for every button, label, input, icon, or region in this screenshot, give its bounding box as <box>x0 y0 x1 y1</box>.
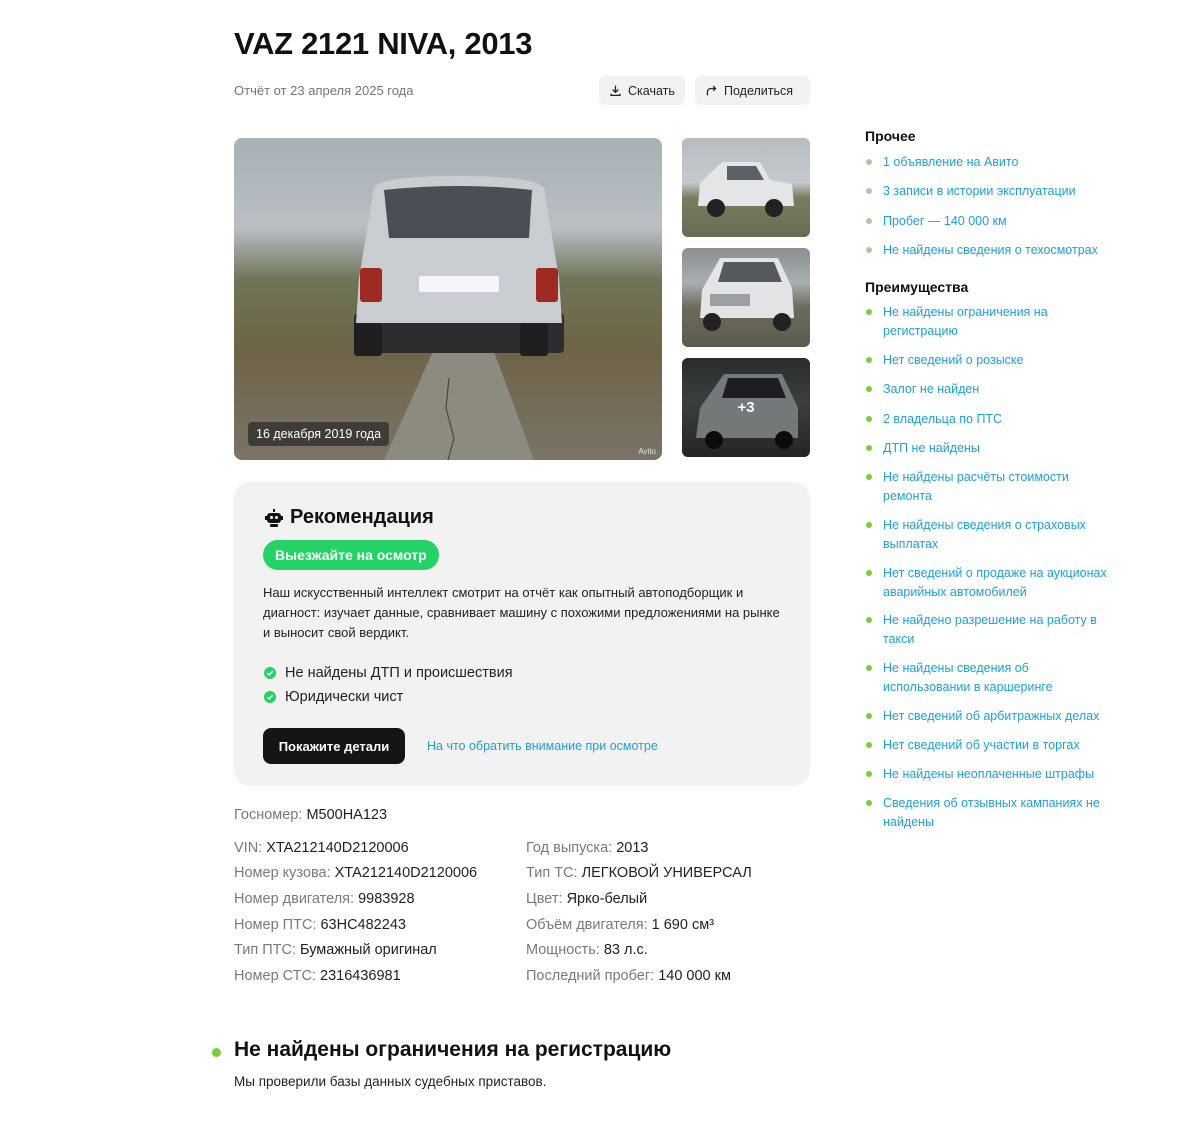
sidebar-item-label: Не найдены сведения об использовании в каршеринге <box>883 661 1053 694</box>
recommendation-heading <box>264 506 434 529</box>
spec-row <box>526 865 752 881</box>
bullet-icon <box>866 522 872 528</box>
check-item <box>264 665 513 681</box>
spec-value: М500НА123 <box>306 807 388 823</box>
spec-value: 83 л.с. <box>603 942 648 958</box>
sidebar-item-fines[interactable] <box>865 765 1135 784</box>
spec-value: XTA212140D2120006 <box>266 840 409 856</box>
spec-label: Номер двигателя: <box>234 891 355 907</box>
spec-row <box>526 968 731 984</box>
bullet-icon <box>866 800 872 806</box>
car-rear-illustration <box>234 138 662 460</box>
check-item <box>264 689 403 705</box>
bullet-icon <box>866 665 872 671</box>
check-icon <box>264 667 276 679</box>
sidebar-item-carsharing[interactable] <box>865 659 1090 697</box>
spec-row <box>526 942 648 958</box>
spec-label: Цвет: <box>526 891 563 907</box>
sidebar-item-accidents[interactable] <box>865 439 1135 458</box>
photo-thumbnail[interactable] <box>682 248 810 347</box>
bullet-icon <box>866 357 872 363</box>
spec-value: ЛЕГКОВОЙ УНИВЕРСАЛ <box>581 865 752 881</box>
sidebar-item-trades[interactable] <box>865 736 1135 755</box>
spec-value: XTA212140D2120006 <box>334 865 478 881</box>
sidebar-item-history[interactable] <box>865 182 1135 201</box>
sidebar-item-label: ДТП не найдены <box>883 441 980 455</box>
spec-label: Год выпуска: <box>526 840 613 856</box>
spec-label: Номер ПТС: <box>234 917 317 933</box>
spec-value: 2316436981 <box>320 968 401 984</box>
recommendation-description: Наш искусственный интеллект смотрит на отчёт как опытный автоподборщик и диагност: изучает данные, сравнивает машину с похожими предложениями на рынке и выносит свой вердикт. <box>263 585 780 640</box>
sidebar-item-label: Не найдены сведения о страховых выплатах <box>883 518 1086 551</box>
sidebar-item-label: 1 объявление на Авито <box>883 155 1019 169</box>
share-button[interactable] <box>695 76 810 105</box>
show-details-button[interactable]: Покажите детали <box>263 728 405 764</box>
bullet-icon <box>866 474 872 480</box>
bullet-icon <box>866 771 872 777</box>
spec-value: Бумажный оригинал <box>300 942 437 958</box>
report-date: Отчёт от 23 апреля 2025 года <box>234 83 414 98</box>
sidebar-item-label: 3 записи в истории эксплуатации <box>883 184 1076 198</box>
spec-row <box>526 891 647 907</box>
sidebar-item-listings[interactable] <box>865 153 1135 172</box>
share-icon <box>705 84 718 97</box>
spec-label: Последний пробег: <box>526 968 655 984</box>
verdict-badge: Выезжайте на осмотр <box>263 540 439 570</box>
spec-row <box>234 917 406 933</box>
recommendation-title: Рекомендация <box>290 506 434 528</box>
sidebar-item-label: Нет сведений о продаже на аукционах аварийных автомобилей <box>883 566 1107 599</box>
robot-icon <box>264 508 284 528</box>
inspection-tips-link[interactable]: На что обратить внимание при осмотре <box>427 739 658 753</box>
spec-label: Объём двигателя: <box>526 917 648 933</box>
bullet-icon <box>866 445 872 451</box>
sidebar-item-insurance[interactable] <box>865 516 1115 554</box>
photo-thumbnail-more[interactable] <box>682 358 810 457</box>
sidebar-item-auctions[interactable] <box>865 564 1135 602</box>
photo-date-badge: 16 декабря 2019 года <box>248 422 389 446</box>
section-description: Мы проверили базы данных судебных приставов. <box>234 1074 547 1089</box>
spec-row <box>234 865 477 881</box>
section-bullet-icon <box>212 1048 221 1057</box>
bullet-icon <box>866 386 872 392</box>
sidebar-advantages-heading: Преимущества <box>865 279 969 295</box>
spec-label: Тип ПТС: <box>234 942 296 958</box>
sidebar-item-label: Нет сведений об участии в торгах <box>883 738 1080 752</box>
car-front-illustration <box>682 248 810 347</box>
spec-value: Ярко-белый <box>566 891 648 907</box>
sidebar-other-heading: Прочее <box>865 128 916 144</box>
bullet-icon <box>866 742 872 748</box>
car-side-illustration <box>682 138 810 237</box>
bullet-icon <box>866 188 872 194</box>
more-photos-count: +3 <box>682 358 810 457</box>
download-label: Скачать <box>628 83 675 98</box>
section-title: Не найдены ограничения на регистрацию <box>234 1038 672 1061</box>
sidebar-item-owners[interactable] <box>865 410 1135 429</box>
sidebar-item-pledge[interactable] <box>865 380 1135 399</box>
bullet-icon <box>866 309 872 315</box>
sidebar-item-inspections[interactable] <box>865 241 1135 260</box>
bullet-icon <box>866 617 872 623</box>
sidebar-item-arbitration[interactable] <box>865 707 1135 726</box>
bullet-icon <box>866 218 872 224</box>
sidebar-item-repairs[interactable] <box>865 468 1095 506</box>
sidebar-item-label: Нет сведений о розыске <box>883 353 1024 367</box>
spec-row <box>234 942 437 958</box>
sidebar-item-recalls[interactable] <box>865 794 1105 832</box>
download-icon <box>609 84 622 97</box>
spec-label: Госномер: <box>234 807 303 823</box>
spec-label: Мощность: <box>526 942 600 958</box>
spec-value: 9983928 <box>358 891 415 907</box>
sidebar-item-label: Не найдены неоплаченные штрафы <box>883 767 1095 781</box>
sidebar-item-wanted[interactable] <box>865 351 1135 370</box>
spec-row <box>526 840 648 856</box>
sidebar-item-registration[interactable] <box>865 303 1055 341</box>
sidebar-item-label: Не найдены ограничения на регистрацию <box>883 305 1048 338</box>
sidebar-item-taxi[interactable] <box>865 611 1105 649</box>
avito-watermark: Avito <box>638 447 656 456</box>
check-label: Не найдены ДТП и происшествия <box>285 665 513 681</box>
bullet-icon <box>866 247 872 253</box>
spec-label: Тип ТС: <box>526 865 578 881</box>
bullet-icon <box>866 416 872 422</box>
spec-row <box>526 917 714 933</box>
spec-row <box>234 891 415 907</box>
photo-thumbnail[interactable] <box>682 138 810 237</box>
page-title: VAZ 2121 NIVA, 2013 <box>234 26 533 61</box>
bullet-icon <box>866 159 872 165</box>
check-label: Юридически чист <box>285 689 404 705</box>
sidebar-item-label: Залог не найден <box>883 382 980 396</box>
spec-value: 63НС482243 <box>320 917 406 933</box>
spec-row <box>234 840 409 856</box>
sidebar-item-label: 2 владельца по ПТС <box>883 412 1003 426</box>
spec-label: Номер СТС: <box>234 968 317 984</box>
sidebar-item-label: Не найдены сведения о техосмотрах <box>883 243 1098 257</box>
sidebar-item-label: Сведения об отзывных кампаниях не найдены <box>883 796 1100 829</box>
spec-row <box>234 968 401 984</box>
recommendation-card <box>234 482 810 786</box>
sidebar-item-label: Не найдены расчёты стоимости ремонта <box>883 470 1069 503</box>
share-label: Поделиться <box>724 83 794 98</box>
main-car-photo[interactable] <box>234 138 662 460</box>
spec-value: 2013 <box>616 840 649 856</box>
spec-value: 1 690 см³ <box>651 917 715 933</box>
spec-label: VIN: <box>234 840 263 856</box>
bullet-icon <box>866 713 872 719</box>
sidebar-item-label: Не найдено разрешение на работу в такси <box>883 613 1097 646</box>
spec-label: Номер кузова: <box>234 865 331 881</box>
bullet-icon <box>866 570 872 576</box>
download-button[interactable] <box>599 76 685 105</box>
spec-value: 140 000 км <box>658 968 731 984</box>
spec-gosnomer <box>234 807 387 823</box>
sidebar-item-label: Нет сведений об арбитражных делах <box>883 709 1100 723</box>
check-icon <box>264 691 276 703</box>
sidebar-item-label: Пробег — 140 000 км <box>883 214 1007 228</box>
sidebar-item-mileage[interactable] <box>865 212 1135 231</box>
